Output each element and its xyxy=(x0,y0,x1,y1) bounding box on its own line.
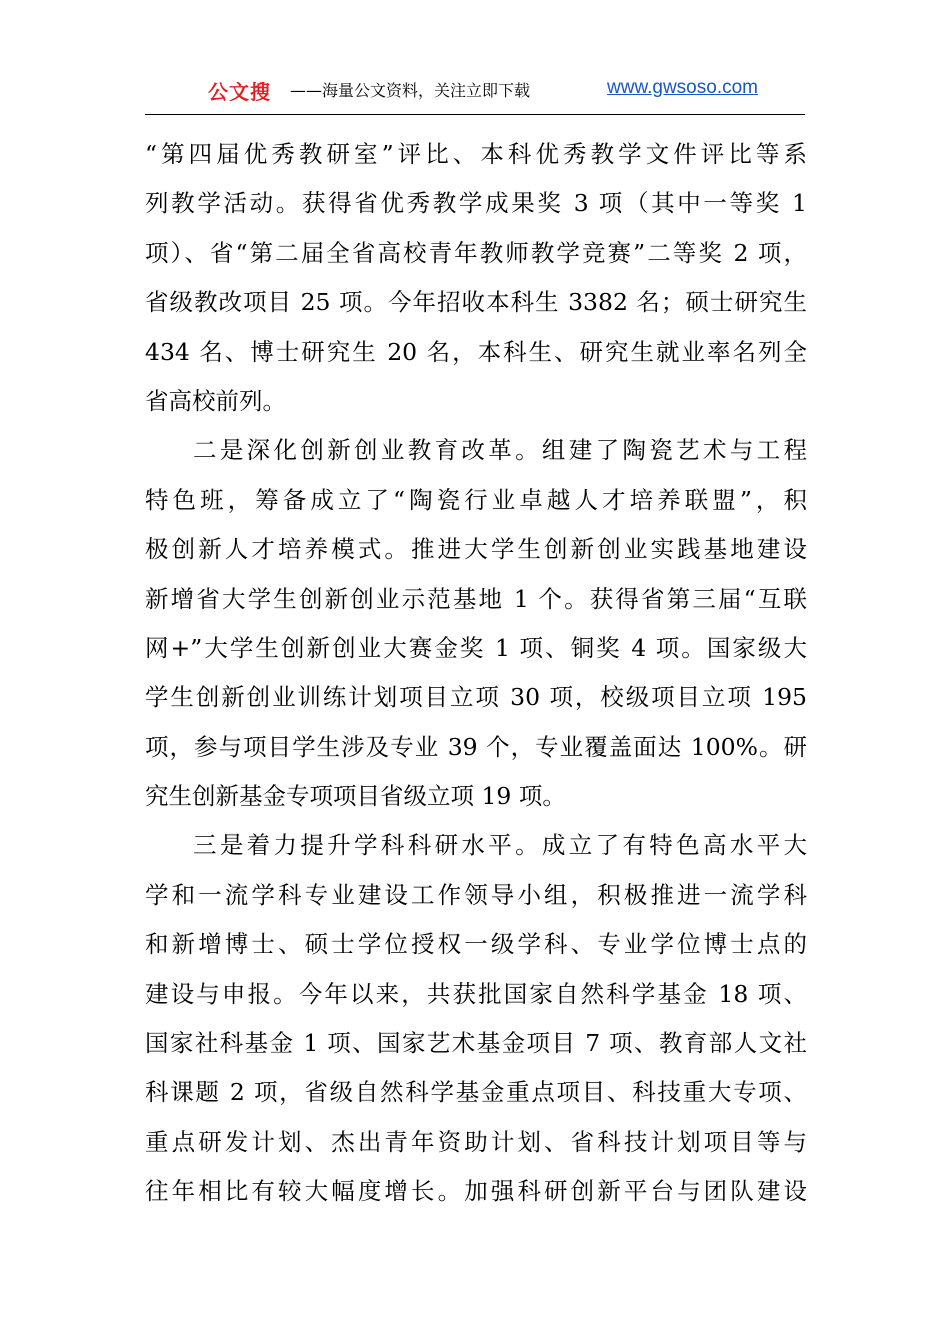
brand-logo-text: 公文搜 xyxy=(208,80,271,104)
document-body xyxy=(145,130,807,1217)
text-line: “第四届优秀教研室”评比、本科优秀教学文件评比等系 xyxy=(145,140,807,168)
text-line: 究生创新基金专项项目省级立项 19 项。 xyxy=(145,782,566,811)
site-link[interactable]: www.gwsoso.com xyxy=(607,77,758,98)
text-line: 学和一流学科专业建设工作领导小组，积极推进一流学科 xyxy=(145,880,807,909)
text-line: 二是深化创新创业教育改革。组建了陶瓷艺术与工程 xyxy=(193,436,807,465)
text-line: 项）、省“第二届全省高校青年教师教学竞赛”二等奖 2 项， xyxy=(145,238,807,267)
text-line: 列教学活动。获得省优秀教学成果奖 3 项（其中一等奖 1 xyxy=(145,189,807,218)
text-line: 新增省大学生创新创业示范基地 1 个。获得省第三届“互联 xyxy=(145,584,807,613)
text-line: 学生创新创业训练计划项目立项 30 项，校级项目立项 195 xyxy=(145,683,807,712)
text-line: 重点研发计划、杰出青年资助计划、省科技计划项目等与 xyxy=(145,1127,807,1156)
text-line: 建设与申报。今年以来，共获批国家自然科学基金 18 项、 xyxy=(145,979,807,1008)
text-line: 和新增博士、硕士学位授权一级学科、专业学位博士点的 xyxy=(145,930,807,959)
text-line: 国家社科基金 1 项、国家艺术基金项目 7 项、教育部人文社 xyxy=(145,1029,807,1058)
text-line: 往年相比有较大幅度增长。加强科研创新平台与团队建设 xyxy=(145,1177,807,1206)
text-line: 省级教改项目 25 项。今年招收本科生 3382 名；硕士研究生 xyxy=(145,288,807,317)
text-line: 项，参与项目学生涉及专业 39 个，专业覆盖面达 100%。研 xyxy=(145,732,807,761)
text-line: 网+”大学生创新创业大赛金奖 1 项、铜奖 4 项。国家级大 xyxy=(145,633,807,662)
text-line: 特色班，筹备成立了“陶瓷行业卓越人才培养联盟”，积 xyxy=(145,485,807,514)
header-divider xyxy=(145,114,805,115)
page-header xyxy=(145,70,805,110)
text-line: 科课题 2 项，省级自然科学基金重点项目、科技重大专项、 xyxy=(145,1078,807,1107)
text-line: 省高校前列。 xyxy=(145,386,286,415)
text-line: 极创新人才培养模式。推进大学生创新创业实践基地建设 xyxy=(145,535,807,564)
text-line: 三是着力提升学科科研水平。成立了有特色高水平大 xyxy=(193,831,807,860)
text-line: 434 名、博士研究生 20 名，本科生、研究生就业率名列全 xyxy=(145,337,807,366)
header-tagline: ——海量公文资料，关注立即下载 xyxy=(290,81,531,100)
